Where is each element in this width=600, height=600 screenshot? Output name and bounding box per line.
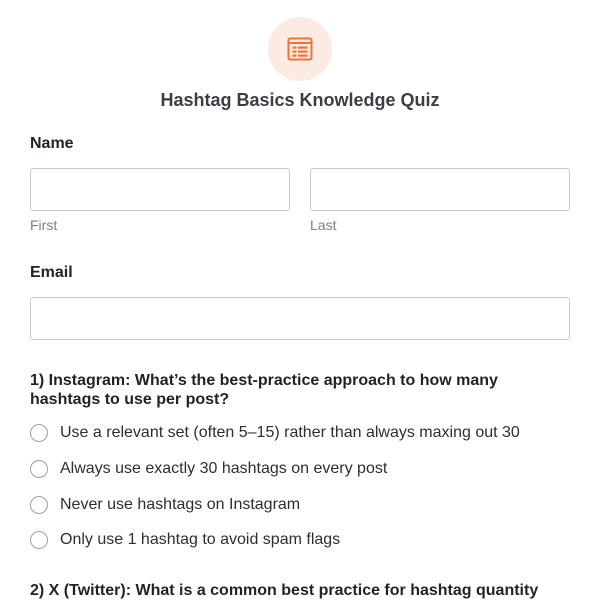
option-label: Only use 1 hashtag to avoid spam flags (60, 531, 341, 548)
question-1-option-3[interactable] (30, 494, 300, 516)
last-name-sublabel: Last (310, 217, 337, 233)
radio-button[interactable] (30, 531, 48, 549)
question-2-text: 2) X (Twitter): What is a common best practice for hashtag quantity (30, 582, 539, 599)
question-1-option-2[interactable] (30, 458, 387, 480)
question-1-text: 1) Instagram: What’s the best-practice approach to how many hashtags to use per post? (30, 372, 498, 408)
first-name-sublabel: First (30, 217, 58, 233)
first-name-input[interactable] (30, 168, 290, 211)
radio-button[interactable] (30, 424, 48, 442)
form-icon-badge (268, 17, 332, 81)
option-label: Always use exactly 30 hashtags on every post (60, 460, 388, 477)
name-label: Name (30, 135, 74, 152)
option-label: Use a relevant set (often 5–15) rather than always maxing out 30 (60, 424, 520, 441)
form-document-icon (286, 35, 314, 63)
question-1-option-1[interactable] (30, 422, 520, 444)
email-label: Email (30, 264, 73, 281)
radio-button[interactable] (30, 460, 48, 478)
radio-button[interactable] (30, 496, 48, 514)
last-name-input[interactable] (310, 168, 570, 211)
email-input[interactable] (30, 297, 570, 340)
option-label: Never use hashtags on Instagram (60, 496, 301, 513)
form-title: Hashtag Basics Knowledge Quiz (160, 90, 440, 110)
question-1-option-4[interactable] (30, 529, 340, 551)
